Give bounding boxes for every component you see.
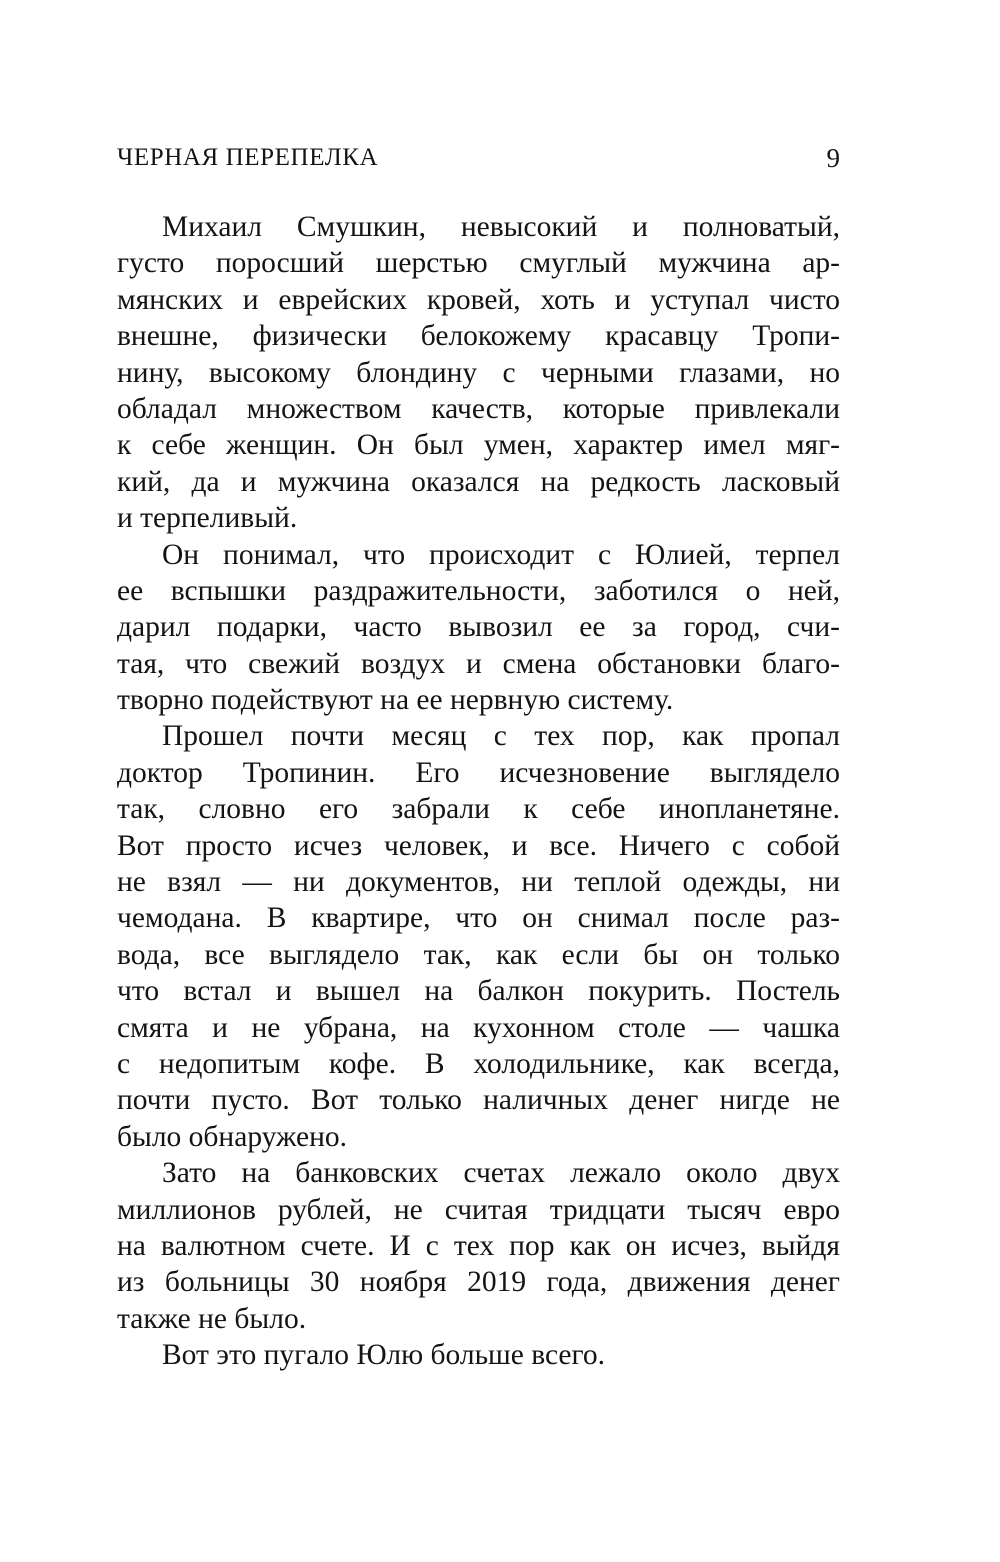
text-line: обладал множеством качеств, которые привлекали <box>117 392 840 425</box>
text-line: так, словно его забрали к себе инопланетяне. <box>117 793 840 826</box>
text-line: мянских и еврейских кровей, хоть и уступал чисто <box>117 283 840 316</box>
paragraph <box>117 1155 840 1337</box>
running-title: ЧЕРНАЯ ПЕРЕПЕЛКА <box>117 144 379 171</box>
paragraph <box>117 537 840 719</box>
text-line: миллионов рублей, не считая тридцати тысяч евро <box>117 1193 840 1226</box>
text-line: также не было. <box>117 1302 307 1335</box>
text-line: что встал и вышел на балкон покурить. Постель <box>117 975 840 1008</box>
text-line: густо поросший шерстью смуглый мужчина ар- <box>117 247 840 280</box>
text-line: тая, что свежий воздух и смена обстановки благо- <box>117 647 840 680</box>
text-line: нину, высокому блондину с черными глазами, но <box>117 356 840 389</box>
text-line: к себе женщин. Он был умен, характер имел мяг- <box>117 429 840 462</box>
text-line: было обнаружено. <box>117 1120 348 1153</box>
text-line: Вот просто исчез человек, и все. Ничего с собой <box>117 829 840 862</box>
paragraph <box>117 1337 840 1373</box>
text-line: Михаил Смушкин, невысокий и полноватый, <box>162 211 840 243</box>
text-line: Он понимал, что происходит с Юлией, терпел <box>162 538 840 571</box>
text-line: и терпеливый. <box>117 502 298 535</box>
text-line: из больницы 30 ноября 2019 года, движения денег <box>117 1266 840 1299</box>
text-line: творно подействуют на ее нервную систему. <box>117 684 674 717</box>
text-line: внешне, физически белокожему красавцу Тропи- <box>117 320 840 353</box>
text-line: Прошел почти месяц с тех пор, как пропал <box>162 720 840 753</box>
text-line: дарил подарки, часто вывозил ее за город, счи- <box>117 611 840 644</box>
text-line: кий, да и мужчина оказался на редкость ласковый <box>117 465 840 498</box>
text-line: смята и не убрана, на кухонном столе — чашка <box>117 1011 840 1044</box>
text-line: не взял — ни документов, ни теплой одежды, ни <box>117 866 840 899</box>
text-line: вода, все выглядело так, как если бы он только <box>117 938 840 971</box>
text-line: Вот это пугало Юлю больше всего. <box>162 1339 606 1372</box>
text-line: с недопитым кофе. В холодильнике, как всегда, <box>117 1047 840 1080</box>
text-line: почти пусто. Вот только наличных денег нигде не <box>117 1084 840 1117</box>
page-number: 9 <box>826 143 840 173</box>
text-line: на валютном счете. И с тех пор как он исчез, выйдя <box>117 1229 840 1262</box>
text-line: чемодана. В квартире, что он снимал после раз- <box>117 902 840 935</box>
text-line: доктор Тропинин. Его исчезновение выглядело <box>117 756 840 789</box>
text-line: Зато на банковских счетах лежало около двух <box>162 1157 840 1190</box>
paragraph <box>117 718 840 1155</box>
text-line: ее вспышки раздражительности, заботился о ней, <box>117 574 840 607</box>
paragraph <box>117 209 840 537</box>
body-text <box>117 209 840 1374</box>
running-head <box>117 143 840 173</box>
